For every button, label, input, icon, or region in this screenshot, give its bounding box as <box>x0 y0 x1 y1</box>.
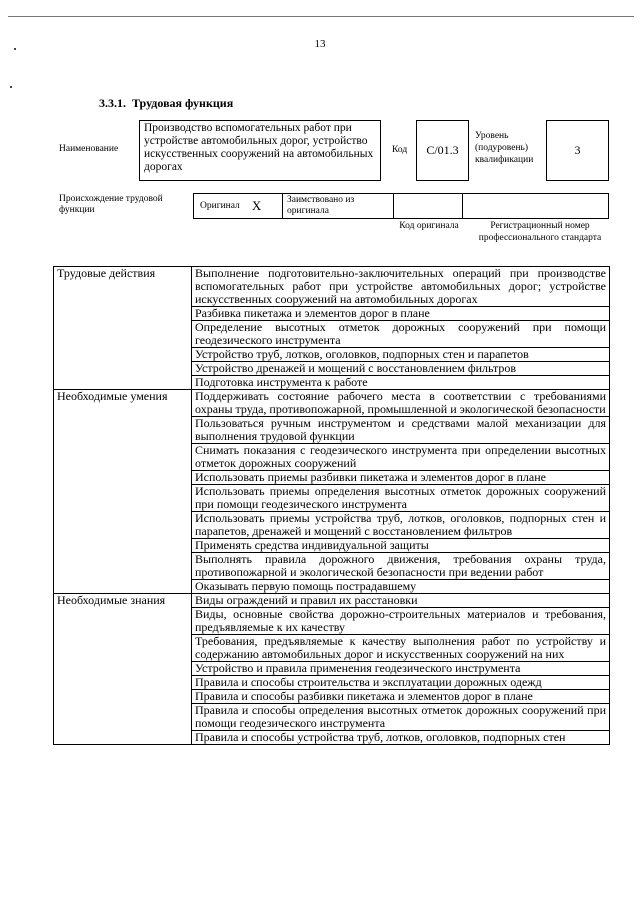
section-title: Трудовая функция <box>132 96 234 110</box>
item-cell: Использовать приемы разбивки пикетажа и элементов дорог в плане <box>192 471 610 485</box>
item-cell: Снимать показания с геодезического инструмента при определении высотных отметок дорожных сооружений <box>192 444 610 471</box>
item-cell: Выполнять правила дорожного движения, требования охраны труда, противопожарной и экологической безопасности при ведении работ <box>192 553 610 580</box>
item-cell: Пользоваться ручным инструментом и средствами малой механизации для выполнения трудовой функции <box>192 417 610 444</box>
item-cell: Определение высотных отметок дорожных сооружений при помощи геодезического инструмента <box>192 321 610 348</box>
item-cell: Подготовка инструмента к работе <box>192 376 610 390</box>
original-mark: X <box>251 198 262 213</box>
item-cell: Устройство труб, лотков, оголовков, подпорных стен и парапетов <box>192 348 610 362</box>
item-cell: Виды ограждений и правил их расстановки <box>192 594 610 608</box>
top-border-line <box>8 16 634 17</box>
item-cell: Оказывать первую помощь пострадавшему <box>192 580 610 594</box>
function-content-table <box>53 266 610 745</box>
category-cell: Трудовые действия <box>54 267 192 390</box>
section-number: 3.3.1. <box>99 96 126 110</box>
original-label: Оригинал <box>200 201 240 211</box>
reg-caption: Регистрационный номер профессионального стандарта <box>478 221 602 243</box>
origin-label: Происхождение трудовой функции <box>59 194 163 215</box>
section-heading <box>99 96 233 111</box>
table-row <box>54 594 610 608</box>
table-row <box>54 390 610 417</box>
code-box: C/01.3 <box>416 120 469 181</box>
item-cell: Использовать приемы определения высотных отметок дорожных сооружений при помощи геодезического инструмента <box>192 485 610 512</box>
item-cell: Правила и способы разбивки пикетажа и элементов дорог в плане <box>192 690 610 704</box>
item-cell: Выполнение подготовительно-заключительных операций при производстве вспомогательных работ при устройстве автомобильных дорог; устройстве искусственных сооружений на автомобильных дорогах <box>192 267 610 307</box>
item-cell: Использовать приемы устройства труб, лотков, оголовков, подпорных стен и парапетов, дренажей и мощений с восстановлением фильтров <box>192 512 610 539</box>
table-row <box>54 267 610 307</box>
origin-reg-cell <box>462 193 609 219</box>
item-cell: Виды, основные свойства дорожно-строительных материалов и требования, предъявляемые к их качеству <box>192 608 610 635</box>
name-label: Наименование <box>59 144 119 154</box>
item-cell: Поддерживать состояние рабочего места в соответствии с требованиями охраны труда, противопожарной, промышленной и экологической безопасности <box>192 390 610 417</box>
origin-code-cell <box>393 193 463 219</box>
level-box: 3 <box>546 120 609 181</box>
item-cell: Устройство и правила применения геодезического инструмента <box>192 662 610 676</box>
code-label: Код <box>392 145 408 155</box>
borrowed-cell: Заимствовано из оригинала <box>282 193 394 219</box>
origin-table <box>193 193 609 219</box>
item-cell: Требования, предъявляемые к качеству выполнения работ по устройству и содержанию автомобильных дорог и искусственных сооружений на них <box>192 635 610 662</box>
original-cell <box>193 193 283 219</box>
scan-speck <box>10 86 12 88</box>
item-cell: Применять средства индивидуальной защиты <box>192 539 610 553</box>
code-caption: Код оригинала <box>399 221 459 231</box>
level-label: Уровень (подуровень) квалификации <box>475 131 534 165</box>
item-cell: Правила и способы устройства труб, лотков, оголовков, подпорных стен <box>192 731 610 745</box>
page-number: 13 <box>314 38 326 50</box>
category-cell: Необходимые умения <box>54 390 192 594</box>
item-cell: Правила и способы определения высотных отметок дорожных сооружений при помощи геодезического инструмента <box>192 704 610 731</box>
function-name-box: Производство вспомогательных работ при устройстве автомобильных дорог, устройство искусственных сооружений на автомобильных дорогах <box>139 120 381 181</box>
item-cell: Устройство дренажей и мощений с восстановлением фильтров <box>192 362 610 376</box>
item-cell: Правила и способы строительства и эксплуатации дорожных одежд <box>192 676 610 690</box>
item-cell: Разбивка пикетажа и элементов дорог в плане <box>192 307 610 321</box>
category-cell: Необходимые знания <box>54 594 192 745</box>
